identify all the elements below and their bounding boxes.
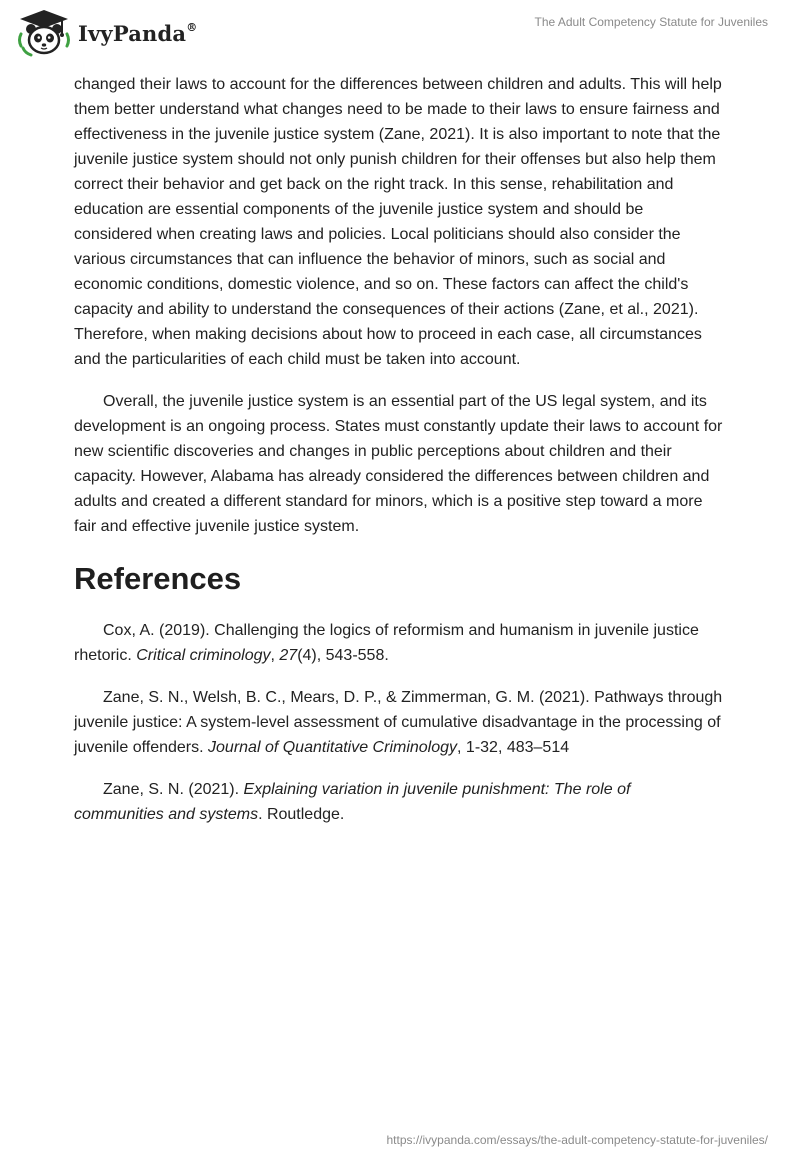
references-heading: References xyxy=(74,561,242,596)
reference-item: Zane, S. N., Welsh, B. C., Mears, D. P., & Zimmerman, G. M. (2021). Pathways through juvenile justice: A system-level assessment of cumulative disadvantage in the processing of juvenile offenders. Journal of Quantitative Criminology, 1-32, 483–514 xyxy=(74,689,723,756)
body-paragraph: changed their laws to account for the differences between children and adults. This will help them better understand what changes need to be made to their laws to ensure fairness and effectiveness in the juvenile justice system (Zane, 2021). It is also important to note that the juvenile justice system should not only punish children for their offenses but also help them correct their behavior and get back on the right track. In this sense, rehabilitation and education are essential components of the juvenile justice system and should be considered when creating laws and policies. Local politicians should also consider the various circumstances that can influence the behavior of minors, such as social and economic conditions, domestic violence, and so on. These factors can affect the child's capacity and ability to understand the consequences of their actions (Zane, et al., 2021). Therefore, when making decisions about how to proceed in each case, all circumstances and the particularities of each child must be taken into account. xyxy=(74,76,722,368)
essay-content xyxy=(74,72,724,827)
reference-list xyxy=(74,618,724,827)
document-title: The Adult Competency Statute for Juveniles xyxy=(534,15,768,29)
panda-graduate-icon xyxy=(14,8,74,58)
ivypanda-logo[interactable] xyxy=(14,8,197,58)
body-paragraph: Overall, the juvenile justice system is an essential part of the US legal system, and its development is an ongoing process. States must constantly update their laws to account for new scientific discoveries and changes in public perceptions about children and their capacity. However, Alabama has already considered the differences between children and adults and created a different standard for minors, which is a positive step toward a more fair and effective juvenile justice system. xyxy=(74,393,723,535)
reference-item: Zane, S. N. (2021). Explaining variation in juvenile punishment: The role of communities and systems. Routledge. xyxy=(74,781,631,823)
reference-item: Cox, A. (2019). Challenging the logics of reformism and humanism in juvenile justice rhetoric. Critical criminology, 27(4), 543-558. xyxy=(74,622,699,664)
page-header xyxy=(0,0,800,66)
logo-wordmark: IvyPanda® xyxy=(78,20,198,46)
source-url[interactable]: https://ivypanda.com/essays/the-adult-competency-statute-for-juveniles/ xyxy=(386,1133,768,1147)
